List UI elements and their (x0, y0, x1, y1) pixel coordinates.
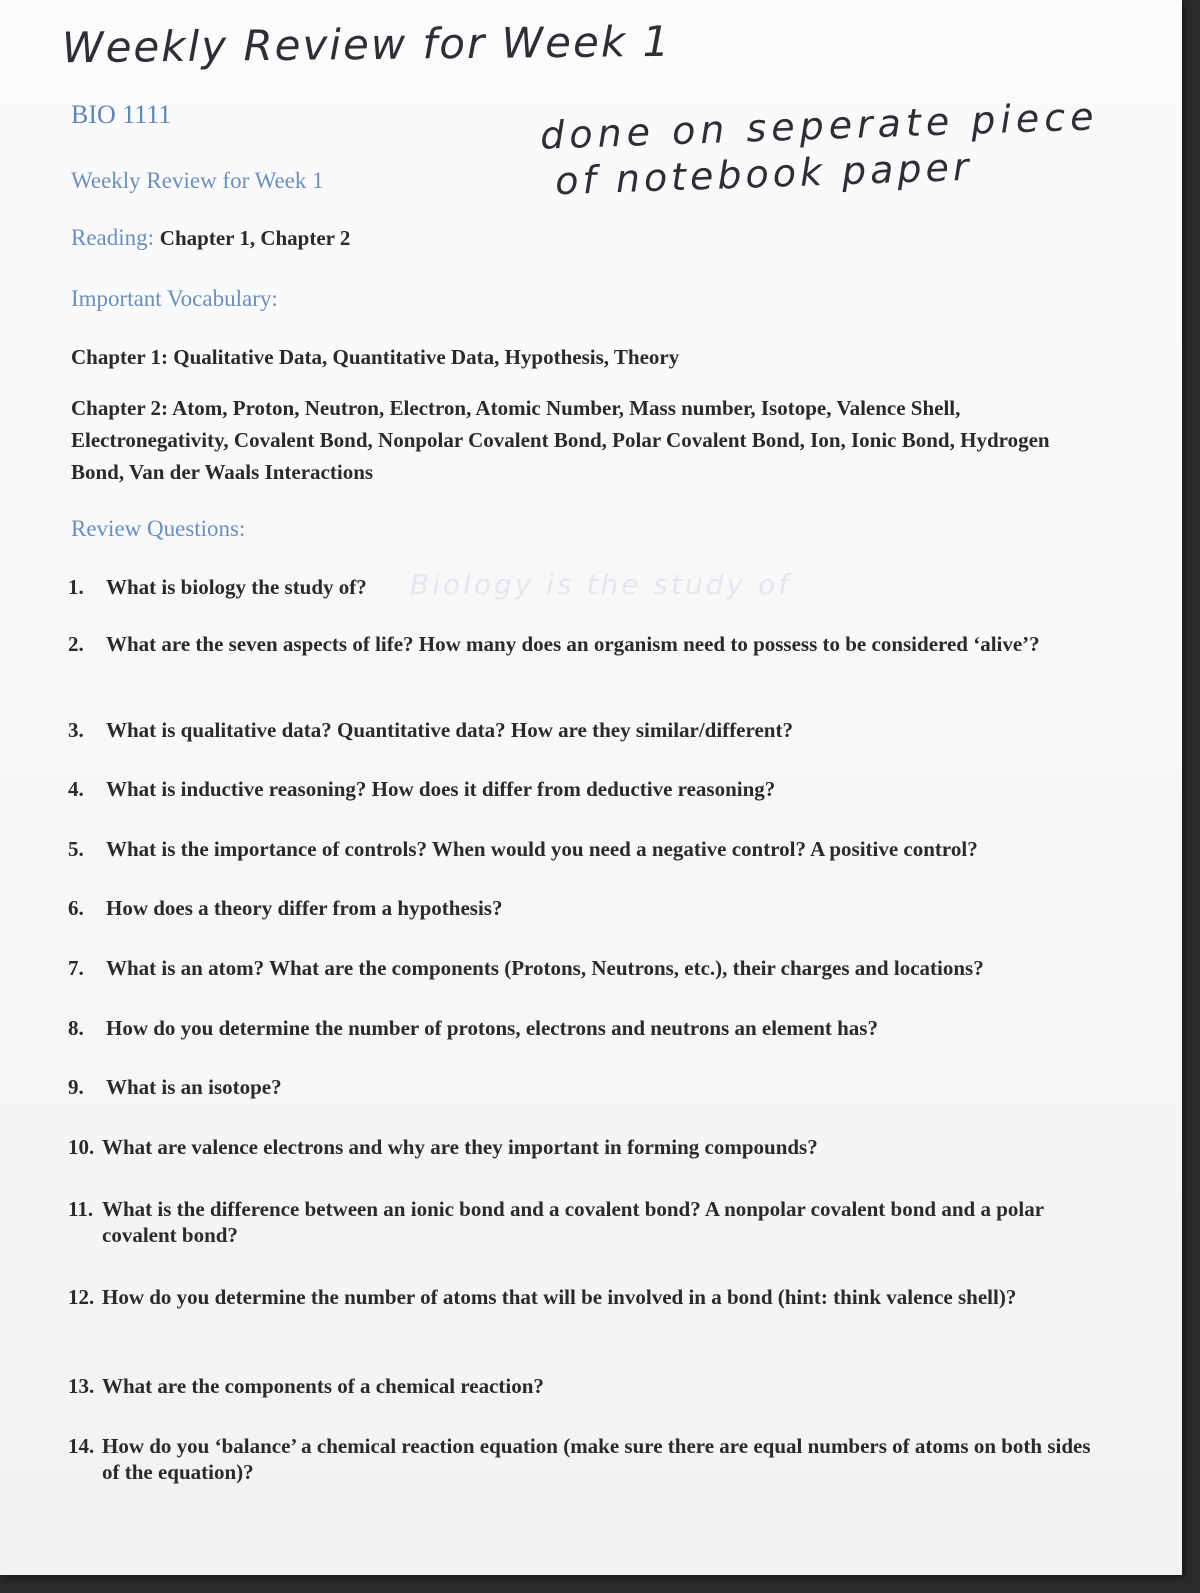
question-item (68, 1134, 1098, 1160)
question-text: How do you ‘balance’ a chemical reaction equation (make sure there are equal numbers of atoms on both sides of the equation)? (102, 1434, 1091, 1484)
question-text: How do you determine the number of protons, electrons and neutrons an element has? (106, 1016, 878, 1040)
question-text: What is qualitative data? Quantitative data? How are they similar/different? (106, 718, 793, 742)
question-item (68, 631, 1098, 657)
reading-value: Chapter 1, Chapter 2 (159, 226, 351, 250)
course-code: BIO 1111 (71, 100, 172, 129)
handwritten-note-line-2: of notebook paper (554, 144, 974, 204)
vocabulary-chapter-1: Chapter 1: Qualitative Data, Quantitative Data, Hypothesis, Theory (71, 345, 680, 369)
question-item (68, 574, 1098, 600)
question-number: 14. (68, 1434, 95, 1458)
question-text: How do you determine the number of atoms that will be involved in a bond (hint: think valence shell)? (102, 1285, 1017, 1309)
question-item (68, 1074, 1098, 1100)
question-number: 5. (68, 837, 84, 861)
question-item (68, 1196, 1098, 1248)
question-text: What are the components of a chemical reaction? (102, 1374, 544, 1398)
question-text: What is an atom? What are the components (Protons, Neutrons, etc.), their charges and locations? (106, 956, 984, 980)
question-text: What is the importance of controls? When would you need a negative control? A positive control? (106, 837, 978, 861)
question-text: How does a theory differ from a hypothesis? (106, 896, 503, 920)
question-number: 7. (68, 956, 84, 980)
faint-bleedthrough-text: Biology is the study of (410, 568, 791, 601)
question-number: 1. (68, 575, 84, 599)
question-item (68, 717, 1098, 743)
question-text: What are the seven aspects of life? How many does an organism need to possess to be considered ‘alive’? (106, 632, 1040, 656)
question-number: 9. (68, 1075, 84, 1099)
question-item (68, 1433, 1098, 1485)
handwritten-note-line-1: done on seperate piece (539, 94, 1100, 158)
question-number: 8. (68, 1016, 84, 1040)
vocabulary-heading: Important Vocabulary: (71, 286, 278, 311)
question-text: What is the difference between an ionic bond and a covalent bond? A nonpolar covalent bond and a polar covalent bond? (102, 1197, 1044, 1247)
question-text: What are valence electrons and why are they important in forming compounds? (102, 1135, 818, 1159)
question-item (68, 836, 1098, 862)
question-text: What is biology the study of? (106, 575, 367, 599)
question-number: 13. (68, 1374, 95, 1398)
question-text: What is inductive reasoning? How does it differ from deductive reasoning? (106, 777, 776, 801)
question-number: 2. (68, 632, 84, 656)
handwritten-title: Weekly Review for Week 1 (61, 16, 672, 73)
week-heading: Weekly Review for Week 1 (71, 168, 324, 193)
question-item (68, 955, 1098, 981)
question-item (68, 776, 1098, 802)
question-item (68, 1015, 1098, 1041)
question-text: What is an isotope? (106, 1075, 282, 1099)
vocabulary-chapter-2: Chapter 2: Atom, Proton, Neutron, Electron, Atomic Number, Mass number, Isotope, Valence Shell, Electronegativity, Covalent Bond, Nonpolar Covalent Bond, Polar Covalent Bond, Ion, Ionic Bond, Hydrogen Bond, Van der Waals Interactions (71, 396, 1050, 484)
question-number: 6. (68, 896, 84, 920)
question-number: 12. (68, 1285, 95, 1309)
reading-label: Reading: (71, 225, 155, 250)
question-number: 11. (68, 1197, 94, 1221)
reading-line (71, 225, 350, 251)
question-item (68, 895, 1098, 921)
question-item (68, 1373, 1098, 1399)
question-number: 4. (68, 777, 84, 801)
question-item (68, 1284, 1098, 1310)
review-questions-heading: Review Questions: (71, 516, 246, 541)
question-number: 3. (68, 718, 84, 742)
question-number: 10. (68, 1135, 95, 1159)
